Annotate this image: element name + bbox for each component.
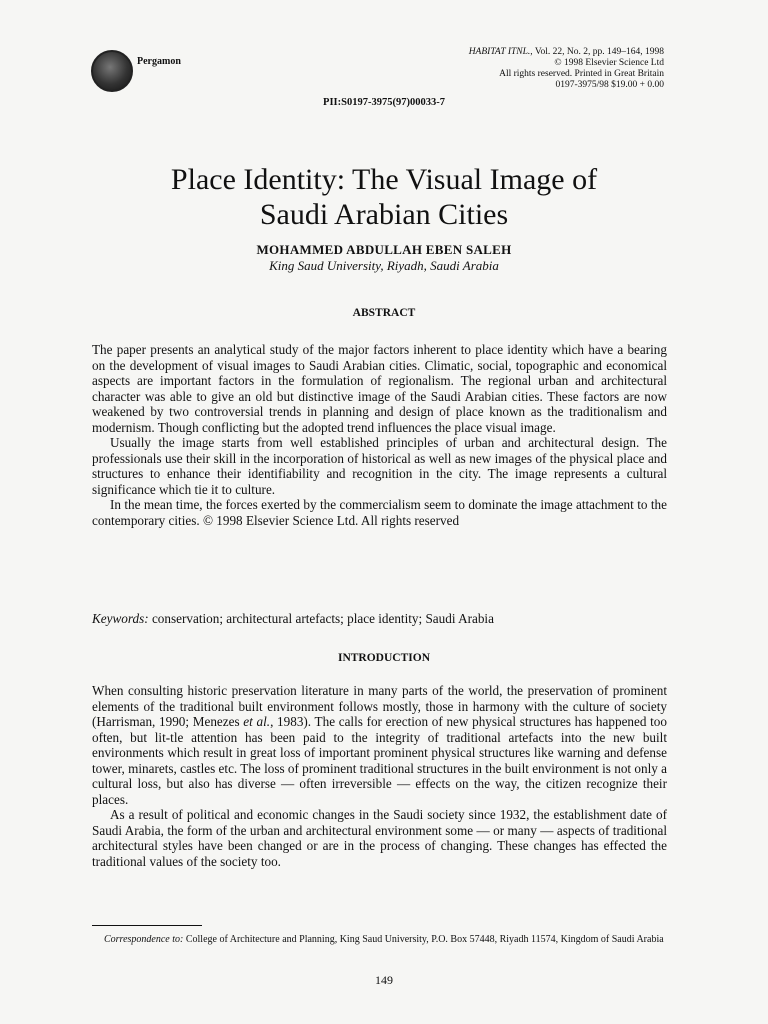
abstract-body bbox=[92, 342, 667, 528]
abstract-heading: ABSTRACT bbox=[352, 307, 416, 319]
pii-identifier: PII:S0197-3975(97)00033-7 bbox=[323, 97, 445, 108]
journal-info bbox=[364, 47, 664, 91]
journal-citation bbox=[364, 47, 664, 58]
footnote-label: Correspondence to: bbox=[104, 934, 184, 945]
introduction-body bbox=[92, 683, 667, 869]
introduction-heading: INTRODUCTION bbox=[337, 652, 430, 664]
keywords-label: Keywords: bbox=[92, 611, 149, 626]
pergamon-emblem-icon bbox=[91, 50, 133, 92]
publisher-name: Pergamon bbox=[137, 55, 181, 67]
article-title bbox=[60, 162, 708, 232]
footnote-text: College of Architecture and Planning, King Saud University, P.O. Box 57448, Riyadh 11574, Kingdom of Saudi Arabia bbox=[183, 934, 664, 945]
journal-copyright: © 1998 Elsevier Science Ltd bbox=[554, 58, 664, 68]
author-name: MOHAMMED ABDULLAH EBEN SALEH bbox=[256, 242, 512, 257]
intro-text: , 1983). The calls for erection of new physical structures has happened too often, but lit-tle attention has been paid to the integrity of traditional artefacts into the new built environments which result in great loss of important prominent physical structures like warning and defense tower, minarets, castles etc. The loss of prominent traditional structures in the built environment is not only a cultural loss, but also has diverse — often irreversible — effects on the way, the citizen recognize their places. bbox=[92, 714, 667, 807]
abstract-paragraph: Usually the image starts from well established principles of urban and architectural design. The professionals use their skill in the incorporation of historical as well as new images of the physical place and structures to enhance their identifiability and recognition in the city. The image represents a cultural significance which tie it to culture. bbox=[92, 435, 667, 497]
correspondence-footnote bbox=[92, 934, 667, 946]
abstract-paragraph: In the mean time, the forces exerted by the commercialism seem to dominate the image attachment to the contemporary cities. © 1998 Elsevier Science Ltd. All rights reserved bbox=[92, 497, 667, 528]
page-number: 149 bbox=[375, 973, 393, 987]
article-title-line-2: Saudi Arabian Cities bbox=[259, 198, 509, 232]
journal-rights: All rights reserved. Printed in Great Britain bbox=[499, 69, 664, 79]
footnote-divider bbox=[92, 925, 202, 926]
keywords-text: conservation; architectural artefacts; place identity; Saudi Arabia bbox=[148, 611, 494, 626]
author-affiliation: King Saud University, Riyadh, Saudi Arabia bbox=[269, 258, 499, 273]
journal-volume: , Vol. 22, No. 2, pp. 149–164, 1998 bbox=[530, 47, 664, 57]
journal-price-code: 0197-3975/98 $19.00 + 0.00 bbox=[555, 80, 664, 90]
keywords-line bbox=[92, 611, 494, 627]
introduction-paragraph: As a result of political and economic changes in the Saudi society since 1932, the establishment date of Saudi Arabia, the form of the urban and architectural environment some — or many — aspects of traditional architectural styles have been changed or are in the process of changing. These changes has effected the traditional values of the society too. bbox=[92, 807, 667, 869]
journal-name: HABITAT ITNL. bbox=[468, 47, 531, 57]
publisher-logo bbox=[91, 50, 181, 92]
abstract-paragraph: The paper presents an analytical study of the major factors inherent to place identity which have a bearing on the development of visual images to Saudi Arabian cities. Climatic, social, topographic and economical aspects are important factors in the formulation of regionalism. The regional urban and architectural character was able to give an old but distinctive image of the Saudi Arabian cities. These factors are now weakened by two controversial trends in planning and design of place known as the traditionalism and modernism. Though conflicting but the adopted trend influences the place visual image. bbox=[92, 342, 667, 435]
article-title-line-1: Place Identity: The Visual Image of bbox=[170, 163, 598, 197]
introduction-paragraph bbox=[92, 683, 667, 807]
et-al: et al. bbox=[243, 714, 271, 729]
intro-text: When consulting historic preservation literature in many parts of the world, the preservation of prominent elements of the traditional built environment follows mostly, those in harmony with the culture of society (Harrisman, 1990; Menezes bbox=[92, 683, 667, 729]
